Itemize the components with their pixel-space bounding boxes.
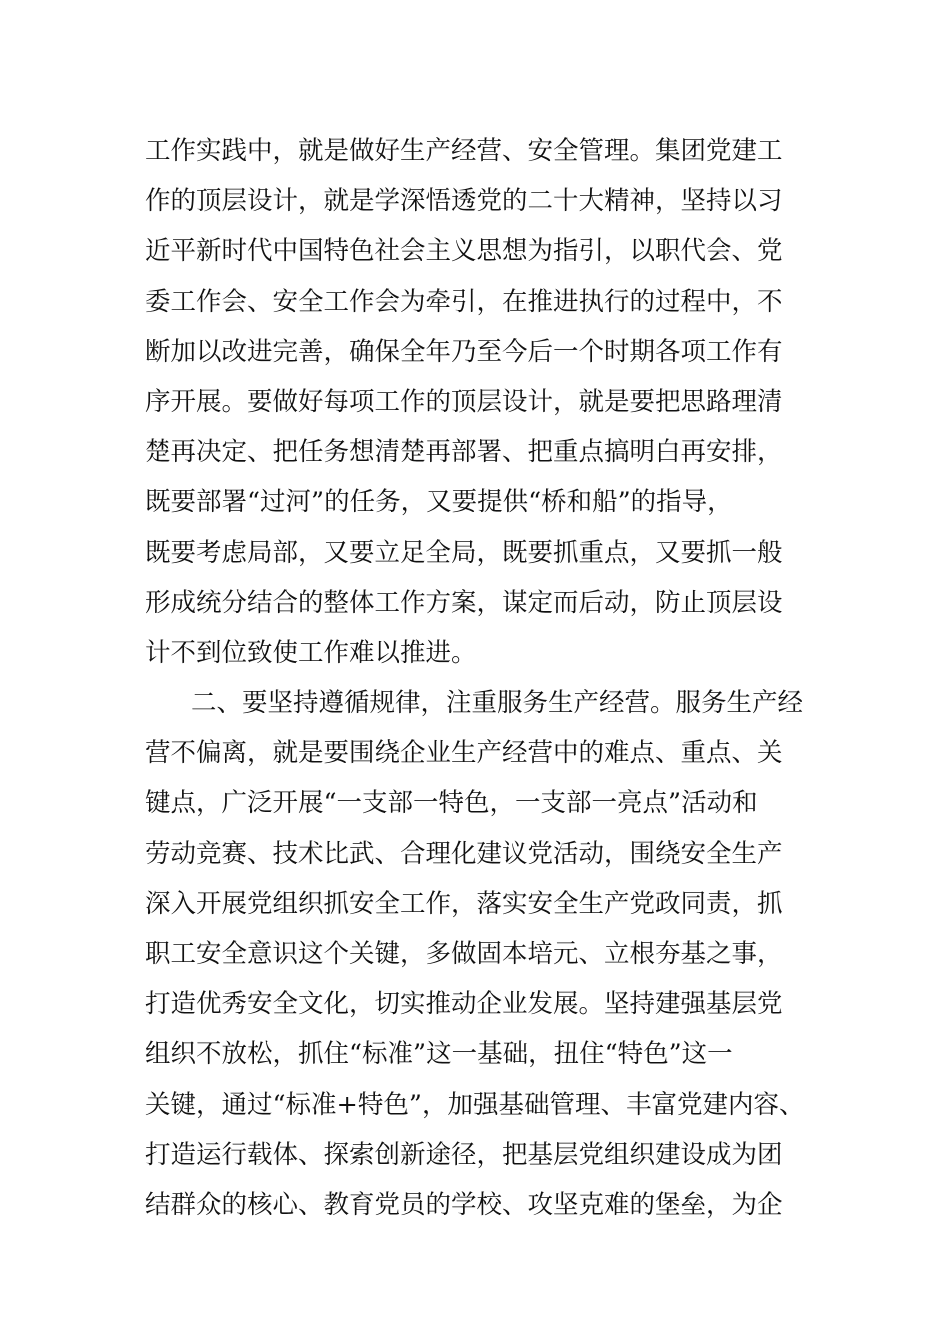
section-heading-line: 二、要坚持遵循规律，注重服务生产经营。服务生产经 <box>191 688 804 719</box>
text-line: 作的顶层设计，就是学深悟透党的二十大精神，坚持以习 <box>145 186 783 217</box>
body-text <box>145 126 835 1230</box>
text-line: 打造优秀安全文化，切实推动企业发展。坚持建强基层党 <box>145 989 783 1020</box>
text-line: 劳动竞赛、技术比武、合理化建议党活动，围绕安全生产 <box>145 838 783 869</box>
text-line: 组织不放松，抓住“标准”这一基础，扭住“特色”这一 <box>145 1039 733 1070</box>
paragraph-end-line: 计不到位致使工作难以推进。 <box>145 637 477 668</box>
text-line: 打造运行载体、探索创新途径，把基层党组织建设成为团 <box>145 1139 783 1170</box>
text-line: 营不偏离，就是要围绕企业生产经营中的难点、重点、关 <box>145 738 783 769</box>
text-line: 职工安全意识这个关键，多做固本培元、立根夯基之事， <box>145 939 783 969</box>
text-line: 既要部署“过河”的任务，又要提供“桥和船”的指导， <box>145 487 733 518</box>
text-line: 深入开展党组织抓安全工作，落实安全生产党政同责，抓 <box>145 888 783 919</box>
text-line: 近平新时代中国特色社会主义思想为指引，以职代会、党 <box>145 236 783 267</box>
text-line: 键点，广泛开展“一支部一特色，一支部一亮点”活动和 <box>145 788 758 819</box>
text-line: 关键，通过“标准+特色”，加强基础管理、丰富党建内容、 <box>145 1089 805 1120</box>
text-line: 断加以改进完善，确保全年乃至今后一个时期各项工作有 <box>145 336 783 367</box>
text-line: 既要考虑局部，又要立足全局，既要抓重点，又要抓一般 <box>145 537 783 568</box>
text-line: 委工作会、安全工作会为牵引，在推进执行的过程中，不 <box>145 286 783 317</box>
text-line: 工作实践中，就是做好生产经营、安全管理。集团党建工 <box>145 136 783 166</box>
text-line: 楚再决定、把任务想清楚再部署、把重点搞明白再安排， <box>145 437 783 468</box>
text-line: 序开展。要做好每项工作的顶层设计，就是要把思路理清 <box>145 386 783 417</box>
text-line: 结群众的核心、教育党员的学校、攻坚克难的堡垒，为企 <box>145 1189 783 1220</box>
text-line: 形成统分结合的整体工作方案，谋定而后动，防止顶层设 <box>145 587 783 618</box>
